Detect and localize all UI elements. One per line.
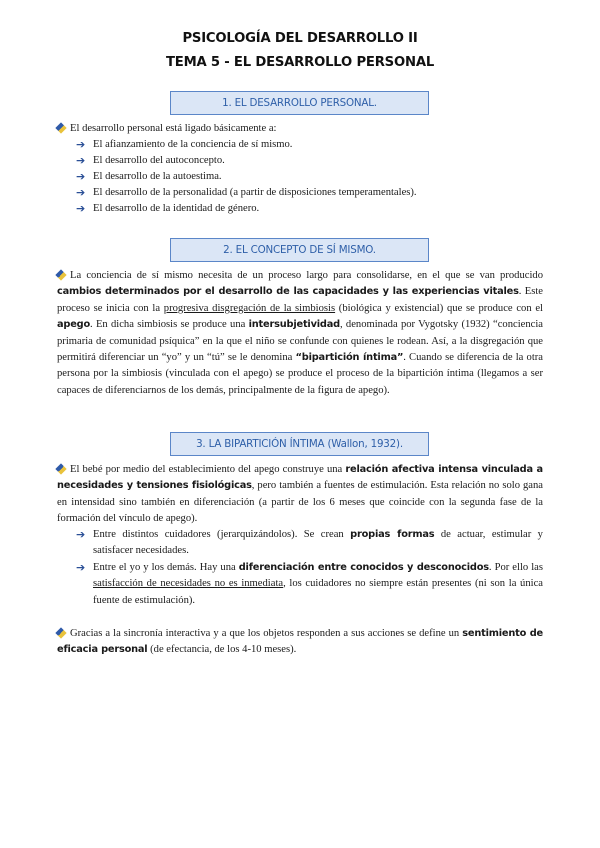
arrow-bullet-icon: ➔ [76, 170, 86, 183]
arrow-bullet-icon: ➔ [76, 202, 86, 215]
list-item: Entre el yo y los demás. Hay una diferenciación entre conocidos y desconocidos. Por ello las satisfacción de necesidades no es inmediata, los cuidadores no siempre están presentes (ni son la única fuente de estimulación). [93, 562, 543, 606]
section-3-paragraph: El bebé por medio del establecimiento del apego construye una relación afectiva intensa vinculada a necesidades y tensiones fisiológicas, pero también a fuentes de estimulación. Esta relación no solo gana en intensidad sino también en diferenciación (a partir de los 6 meses que coincide con la segunda fase de la formación del vínculo de apego). [57, 464, 543, 525]
arrow-bullet-icon: ➔ [76, 154, 86, 167]
arrow-bullet-icon: ➔ [76, 561, 86, 574]
list-item: El desarrollo del autoconcepto. [93, 155, 225, 166]
section-1-intro: El desarrollo personal está ligado básicamente a: [57, 121, 277, 137]
diamond-bullet-icon [55, 269, 66, 280]
arrow-bullet-icon: ➔ [76, 186, 86, 199]
list-item: El desarrollo de la personalidad (a partir de disposiciones temperamentales). [93, 187, 417, 198]
section-heading-3: 3. LA BIPARTICIÓN ÍNTIMA (Wallon, 1932). [170, 432, 429, 456]
diamond-bullet-icon [55, 463, 66, 474]
diamond-bullet-icon [55, 122, 66, 133]
list-item: Entre distintos cuidadores (jerarquizándolos). Se crean propias formas de actuar, estimular y satisfacer necesidades. [93, 529, 543, 557]
document-subtitle: TEMA 5 - EL DESARROLLO PERSONAL [165, 55, 435, 70]
list-item: El desarrollo de la autoestima. [93, 171, 222, 182]
section-2-paragraph: La conciencia de sí mismo necesita de un proceso largo para consolidarse, en el que se van producido cambios determinados por el desarrollo de las capacidades y las experiencias vitales. Este proceso se inicia con la progresiva disgregación de la simbiosis (biológica y existencial) que se produce con el apego. En dicha simbiosis se produce una intersubjetividad, denominada por Vygotsky (1932) “conciencia primaria de comunidad psíquica” en la que el niño se confunde con quienes le rodean. Así, a la disgregación que permitirá diferenciar un “yo” y un “tú” se le denomina “bipartición íntima”. Cuando se diferencia de la otra persona por la simbiosis (vinculada con el apego) se produce el proceso de la bipartición íntima (llegamos a ser capaces de diferenciarnos de los demás, principalmente de la figura de apego). [57, 270, 543, 396]
document-title: PSICOLOGÍA DEL DESARROLLO II [182, 31, 418, 46]
diamond-bullet-icon [55, 627, 66, 638]
arrow-bullet-icon: ➔ [76, 138, 86, 151]
section-3-closing-paragraph: Gracias a la sincronía interactiva y a que los objetos responden a sus acciones se define un sentimiento de eficacia personal (de efectancia, de los 4-10 meses). [57, 628, 543, 656]
section-heading-2: 2. EL CONCEPTO DE SÍ MISMO. [170, 238, 429, 262]
arrow-bullet-icon: ➔ [76, 528, 86, 541]
list-item: El desarrollo de la identidad de género. [93, 203, 260, 214]
section-heading-1: 1. EL DESARROLLO PERSONAL. [170, 91, 429, 115]
list-item: El afianzamiento de la conciencia de sí mismo. [93, 139, 293, 150]
